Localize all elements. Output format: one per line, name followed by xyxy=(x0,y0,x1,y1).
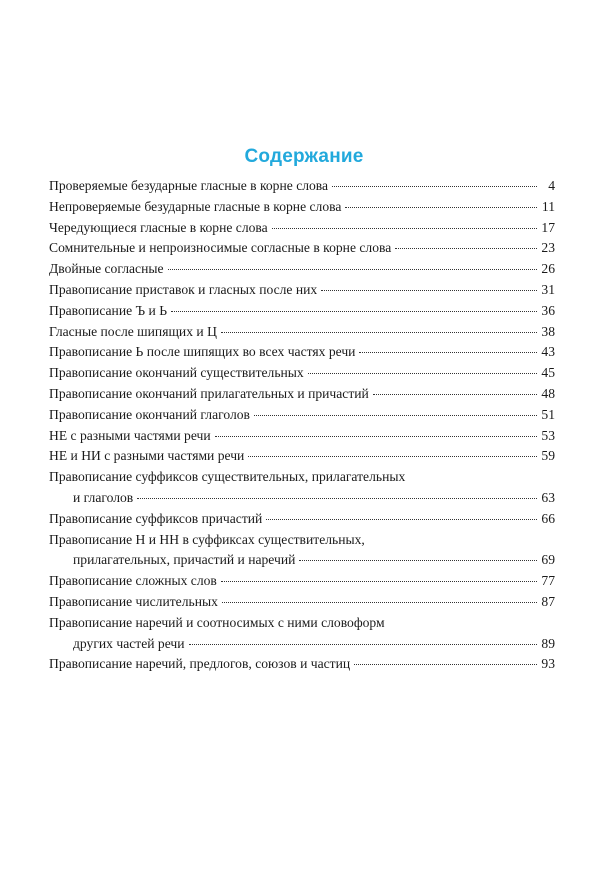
toc-entry xyxy=(49,654,555,675)
dot-leader xyxy=(266,519,537,520)
toc-entry-title-continued: и глаголов xyxy=(73,489,134,505)
toc-entry-title: Непроверяемые безударные гласные в корне слова xyxy=(49,198,342,214)
dot-leader xyxy=(189,644,537,645)
toc-entry-title: Правописание суффиксов существительных, прилагательных xyxy=(49,469,406,485)
toc-entry-title: Правописание Н и НН в суффиксах существительных, xyxy=(49,531,365,547)
toc-entry xyxy=(49,446,555,467)
toc-entry-title: НЕ и НИ с разными частями речи xyxy=(49,448,245,464)
toc-entry xyxy=(49,592,555,613)
toc-entry xyxy=(49,259,555,280)
toc-page-number: 31 xyxy=(541,281,555,297)
dot-leader xyxy=(222,602,537,603)
toc-page-number: 66 xyxy=(541,510,555,526)
toc-entry xyxy=(49,571,555,592)
toc-entry xyxy=(49,342,555,363)
toc-entry-title: Двойные согласные xyxy=(49,261,164,277)
toc-page-number: 89 xyxy=(541,635,555,651)
toc-entry xyxy=(49,280,555,301)
toc-page-number: 11 xyxy=(541,198,555,214)
toc-entry-title-continued: прилагательных, причастий и наречий xyxy=(73,552,296,568)
page-title: Содержание xyxy=(244,146,364,167)
toc-entry xyxy=(49,322,555,343)
toc-entry xyxy=(49,197,555,218)
toc-entry xyxy=(49,363,555,384)
dot-leader xyxy=(137,498,537,499)
toc-entry-title-continued: других частей речи xyxy=(73,635,185,651)
toc-entry-title: Правописание Ь после шипящих во всех частях речи xyxy=(49,344,356,360)
dot-leader xyxy=(272,228,537,229)
table-of-contents xyxy=(49,176,555,675)
dot-leader xyxy=(332,186,537,187)
toc-entry xyxy=(49,426,555,447)
toc-entry-title: Правописание наречий и соотносимых с ними словоформ xyxy=(49,614,385,630)
dot-leader xyxy=(168,269,537,270)
toc-entry-title: Сомнительные и непроизносимые согласные в корне слова xyxy=(49,240,392,256)
dot-leader xyxy=(215,436,537,437)
toc-entry-title: НЕ с разными частями речи xyxy=(49,427,211,443)
toc-page-number: 93 xyxy=(541,656,555,672)
toc-entry-title: Правописание окончаний прилагательных и причастий xyxy=(49,385,369,401)
toc-page-number: 69 xyxy=(541,552,555,568)
dot-leader xyxy=(308,373,537,374)
toc-entry xyxy=(49,509,555,530)
toc-entry-title: Правописание окончаний существительных xyxy=(49,365,304,381)
dot-leader xyxy=(321,290,537,291)
toc-page-number: 87 xyxy=(541,593,555,609)
dot-leader xyxy=(171,311,537,312)
dot-leader xyxy=(359,352,537,353)
dot-leader xyxy=(373,394,537,395)
toc-entry-title: Правописание суффиксов причастий xyxy=(49,510,263,526)
toc-entry xyxy=(49,384,555,405)
toc-entry xyxy=(49,405,555,426)
toc-entry xyxy=(49,530,555,572)
toc-page-number: 59 xyxy=(541,448,555,464)
dot-leader xyxy=(221,332,537,333)
toc-page-number: 4 xyxy=(548,178,555,193)
toc-page-number: 63 xyxy=(541,489,555,505)
toc-entry xyxy=(49,218,555,239)
toc-entry xyxy=(49,467,555,509)
toc-entry-title: Правописание сложных слов xyxy=(49,573,217,589)
toc-entry-title: Гласные после шипящих и Ц xyxy=(49,323,217,339)
dot-leader xyxy=(354,664,537,665)
toc-entry-title: Правописание числительных xyxy=(49,593,218,609)
toc-page-number: 53 xyxy=(541,427,555,443)
toc-page-number: 36 xyxy=(541,302,555,318)
toc-page-number: 48 xyxy=(541,385,555,401)
toc-entry xyxy=(49,176,555,197)
toc-entry xyxy=(49,301,555,322)
toc-entry xyxy=(49,238,555,259)
dot-leader xyxy=(395,248,537,249)
toc-page-number: 77 xyxy=(541,573,555,589)
toc-page-number: 26 xyxy=(541,261,555,277)
toc-entry-title: Проверяемые безударные гласные в корне слова xyxy=(49,178,329,193)
toc-page-number: 23 xyxy=(541,240,555,256)
dot-leader xyxy=(299,560,537,561)
toc-entry-title: Правописание Ъ и Ь xyxy=(49,302,168,318)
toc-entry-title: Чередующиеся гласные в корне слова xyxy=(49,219,268,235)
dot-leader xyxy=(345,207,537,208)
toc-page-number: 38 xyxy=(541,323,555,339)
toc-entry xyxy=(49,613,555,655)
toc-page-number: 51 xyxy=(541,406,555,422)
dot-leader xyxy=(221,581,537,582)
dot-leader xyxy=(248,456,537,457)
toc-page-number: 17 xyxy=(541,219,555,235)
toc-page-number: 43 xyxy=(541,344,555,360)
toc-entry-title: Правописание приставок и гласных после них xyxy=(49,281,318,297)
toc-entry-title: Правописание наречий, предлогов, союзов и частиц xyxy=(49,656,351,672)
dot-leader xyxy=(254,415,537,416)
toc-page-number: 45 xyxy=(541,365,555,381)
toc-entry-title: Правописание окончаний глаголов xyxy=(49,406,250,422)
